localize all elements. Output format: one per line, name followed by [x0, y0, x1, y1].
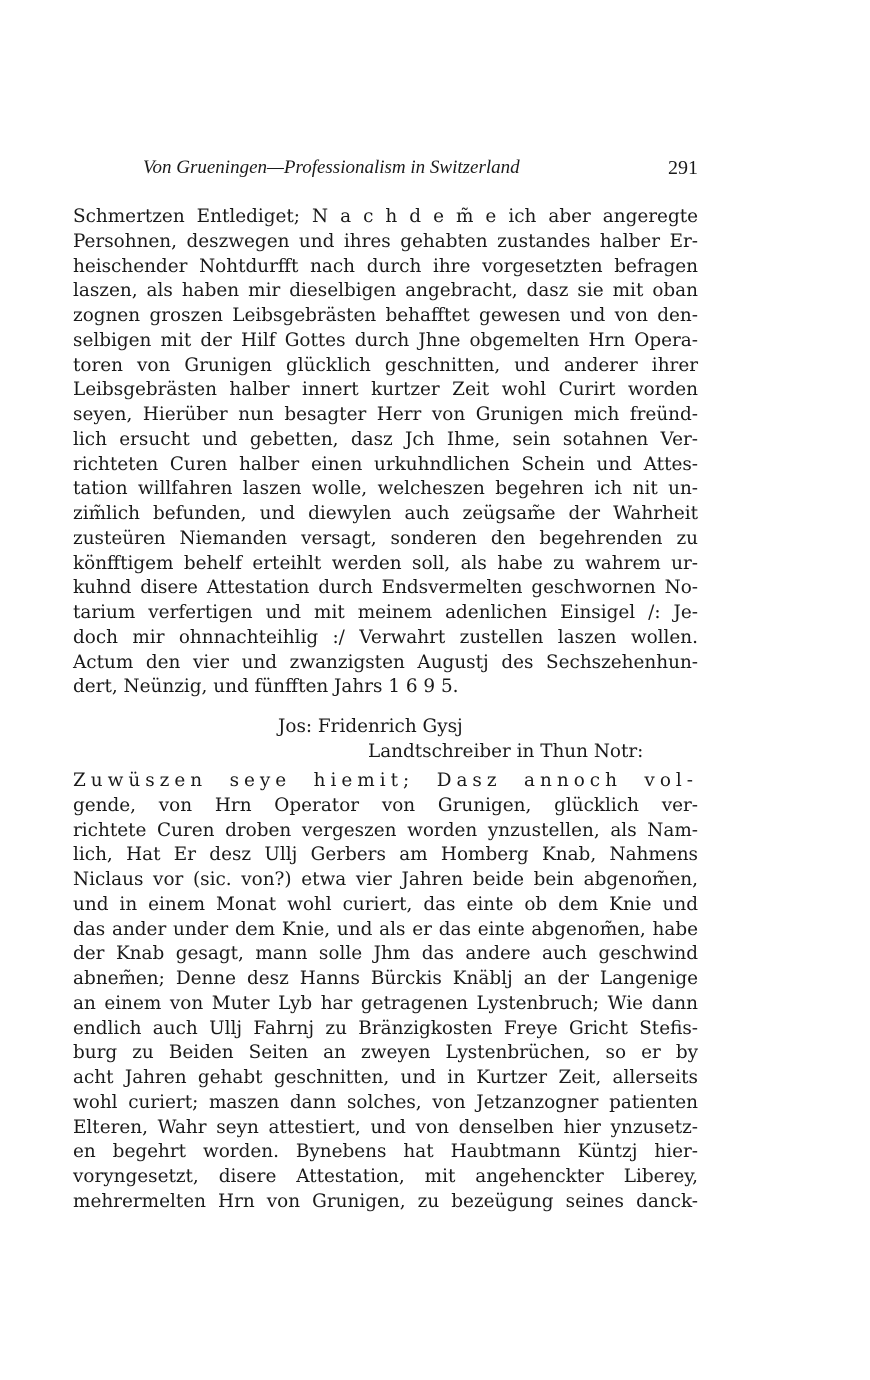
text-line: tation willfahren laszen wolle, welcheszen begehren ich nit un- — [73, 478, 698, 500]
text-line: endlich auch Ullj Fahrnj zu Bränzigkosten Freye Gricht Stefis- — [73, 1017, 698, 1039]
text-line: laszen, als haben mir dieselbigen angebracht, dasz sie mit oban — [73, 280, 698, 302]
text-line: selbigen mit der Hilf Gottes durch Jhne obgemelten Hrn Opera- — [73, 329, 698, 351]
text-line: toren von Grunigen glücklich geschnitten, und anderer ihrer — [73, 354, 698, 376]
text-line: Niclaus vor (sic. von?) etwa vier Jahren beide bein abgenom̃en, — [73, 869, 698, 890]
text-line: zim̃lich befunden, und diewylen auch zeügsam̃e der Wahrheit — [73, 503, 698, 524]
text-line: kuhnd disere Attestation durch Endsvermelten geschwornen No- — [73, 577, 698, 599]
text-line: Persohnen, deszwegen und ihres gehabten zustandes halber Er- — [73, 230, 698, 252]
text-line: lich, Hat Er desz Ullj Gerbers am Homberg Knab, Nahmens — [73, 844, 698, 866]
text-line: acht Jahren gehabt geschnitten, und in Kurtzer Zeit, allerseits — [73, 1067, 698, 1088]
text-line: gende, von Hrn Operator von Grunigen, glücklich ver- — [73, 794, 698, 816]
text-line: zusteüren Niemanden versagt, sonderen den begehrenden zu — [73, 527, 698, 549]
signature-name: Jos: Fridenrich Gysj — [278, 716, 463, 737]
text-line: voryngesetzt, disere Attestation, mit angehenckter Liberey, — [73, 1166, 698, 1187]
text-line: richteten Curen halber einen urkuhndlichen Schein und Attes- — [73, 453, 698, 475]
text-line: an einem von Muter Lyb har getragenen Lystenbruch; Wie dann — [73, 992, 698, 1014]
paragraph-addendum — [73, 769, 698, 1215]
paragraph-attestation — [73, 205, 698, 700]
text-line: mehrermelten Hrn von Grunigen, zu bezeügung seines danck- — [73, 1190, 698, 1212]
text-line: Elteren, Wahr seyn attestiert, und von denselben hier ynzusetz- — [73, 1116, 698, 1138]
text-line: wohl curiert; maszen dann solches, von Jetzanzogner patienten — [73, 1091, 698, 1113]
text-line: das ander under dem Knie, und als er das einte abgenom̃en, habe — [73, 918, 698, 940]
text-line: Actum den vier und zwanzigsten Augustj des Sechszehenhun- — [73, 651, 698, 673]
text-line: dert, Neünzig, und fünfften Jahrs 1 6 9 5. — [73, 676, 459, 698]
text-line: Zuwüszen seye hiemit; Dasz annoch vol- — [73, 770, 698, 791]
text-line: und in einem Monat wohl curiert, das einte ob dem Knie und — [73, 893, 698, 915]
text-line: heischender Nohtdurfft nach durch ihre vorgesetzten befragen — [73, 255, 698, 277]
text-line: tarium verfertigen und mit meinem adenlichen Einsigel /: Je- — [73, 602, 698, 623]
text-line: Leibsgebrästen halber innert kurtzer Zeit wohl Curirt worden — [73, 379, 698, 401]
text-line: lich ersucht und gebetten, dasz Jch Ihme, sein sotahnen Ver- — [73, 428, 698, 450]
text-line: der Knab gesagt, mann solle Jhm das andere auch geschwind — [73, 943, 698, 965]
text-line: könfftigem behelf erteihlt werden soll, als habe zu wahrem ur- — [73, 552, 698, 574]
signature-title: Landtschreiber in Thun Notr: — [368, 741, 644, 762]
page-header — [143, 157, 698, 187]
text-line: seyen, Hierüber nun besagter Herr von Grunigen mich freünd- — [73, 404, 698, 425]
running-head: Von Grueningen—Professionalism in Switzerland — [143, 157, 520, 178]
text-line: burg zu Beiden Seiten an zweyen Lystenbrüchen, so er by — [73, 1042, 698, 1064]
text-line: richtete Curen droben vergeszen worden ynzustellen, als Nam- — [73, 819, 698, 841]
text-line: en begehrt worden. Bynebens hat Haubtmann Küntzj hier- — [73, 1141, 698, 1163]
text-line: Schmertzen Entlediget; N a c h d e m̃ e ich aber angeregte — [73, 206, 698, 227]
text-line: doch mir ohnnachteihlig :/ Verwahrt zustellen laszen wollen. — [73, 626, 698, 648]
text-line: zognen groszen Leibsgebrästen behafftet gewesen und von den- — [73, 305, 698, 326]
page-number: 291 — [668, 157, 698, 179]
text-line: abnem̃en; Denne desz Hanns Bürckis Knäblj an der Langenige — [73, 968, 698, 989]
